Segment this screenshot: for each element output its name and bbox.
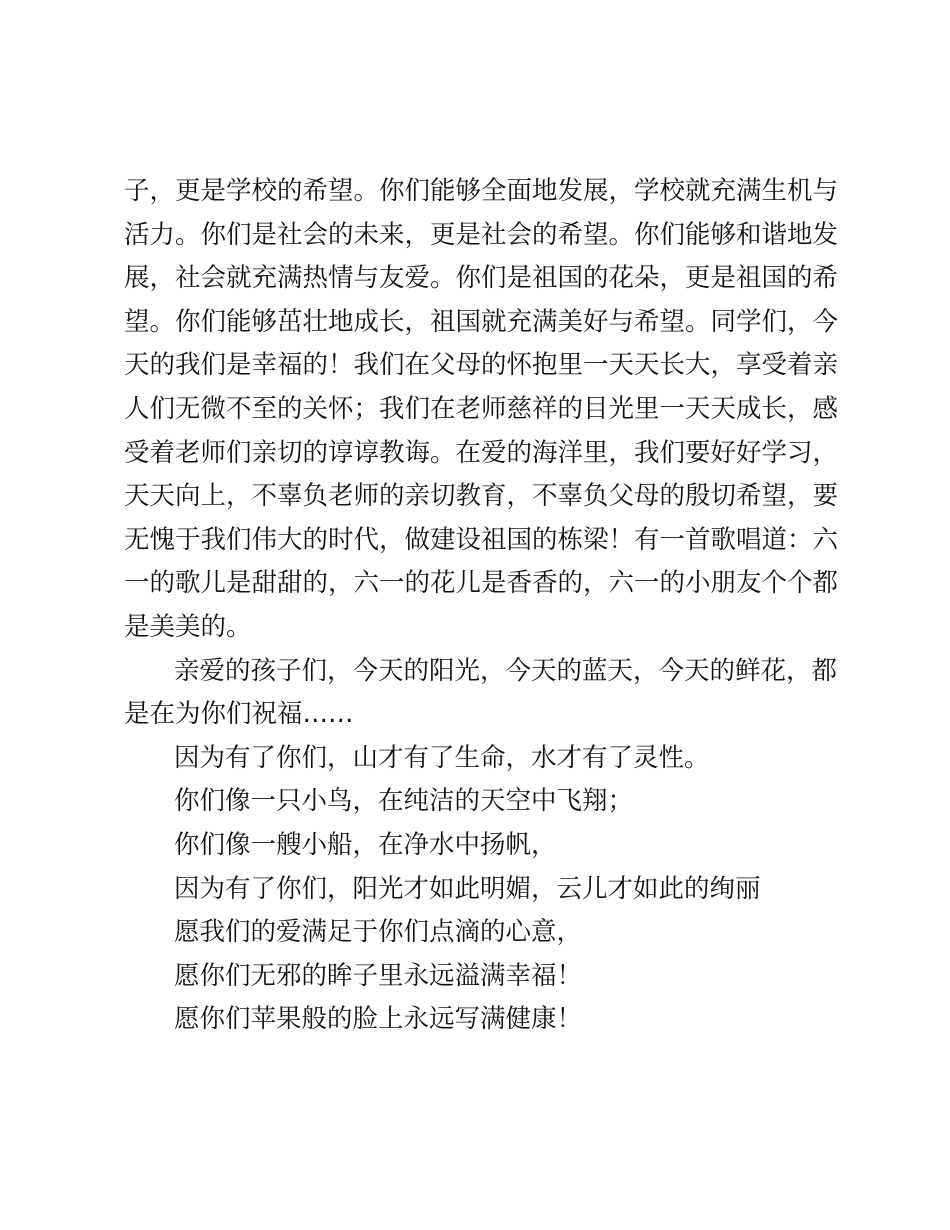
text-line: 望。你们能够茁壮地成长，祖国就充满美好与希望。同学们，今 (124, 306, 839, 337)
text-line: 天的我们是幸福的！我们在父母的怀抱里一天天长大，享受着亲 (124, 350, 839, 381)
text-line: 愿你们苹果般的脸上永远写满健康！ (174, 1004, 583, 1035)
text-line: 受着老师们亲切的谆谆教诲。在爱的海洋里，我们要好好学习， (124, 437, 839, 468)
text-line: 无愧于我们伟大的时代，做建设祖国的栋梁！有一首歌唱道：六 (124, 524, 839, 555)
text-line: 亲爱的孩子们，今天的阳光，今天的蓝天，今天的鲜花，都 (174, 655, 838, 686)
text-line: 愿我们的爱满足于你们点滴的心意， (174, 917, 583, 948)
text-line: 展，社会就充满热情与友爱。你们是祖国的花朵，更是祖国的希 (124, 263, 839, 294)
text-line: 因为有了你们，阳光才如此明媚，云儿才如此的绚丽 (174, 873, 761, 904)
text-line: 一的歌儿是甜甜的，六一的花儿是香香的，六一的小朋友个个都 (124, 568, 839, 599)
text-line: 是美美的。 (124, 611, 252, 642)
text-line: 愿你们无邪的眸子里永远溢满幸福！ (174, 960, 583, 991)
text-line: 你们像一只小鸟，在纯洁的天空中飞翔； (174, 786, 634, 817)
text-line: 因为有了你们，山才有了生命，水才有了灵性。 (174, 742, 710, 773)
text-line: 你们像一艘小船，在净水中扬帆， (174, 829, 557, 860)
text-line: 活力。你们是社会的未来，更是社会的希望。你们能够和谐地发 (124, 219, 839, 250)
text-line: 子，更是学校的希望。你们能够全面地发展，学校就充满生机与 (124, 176, 839, 206)
text-line: 是在为你们祝福…… (124, 699, 354, 730)
document-body (124, 170, 839, 1042)
text-line: 人们无微不至的关怀；我们在老师慈祥的目光里一天天成长，感 (124, 393, 839, 424)
text-line: 天天向上，不辜负老师的亲切教育，不辜负父母的殷切希望，要 (124, 481, 839, 512)
